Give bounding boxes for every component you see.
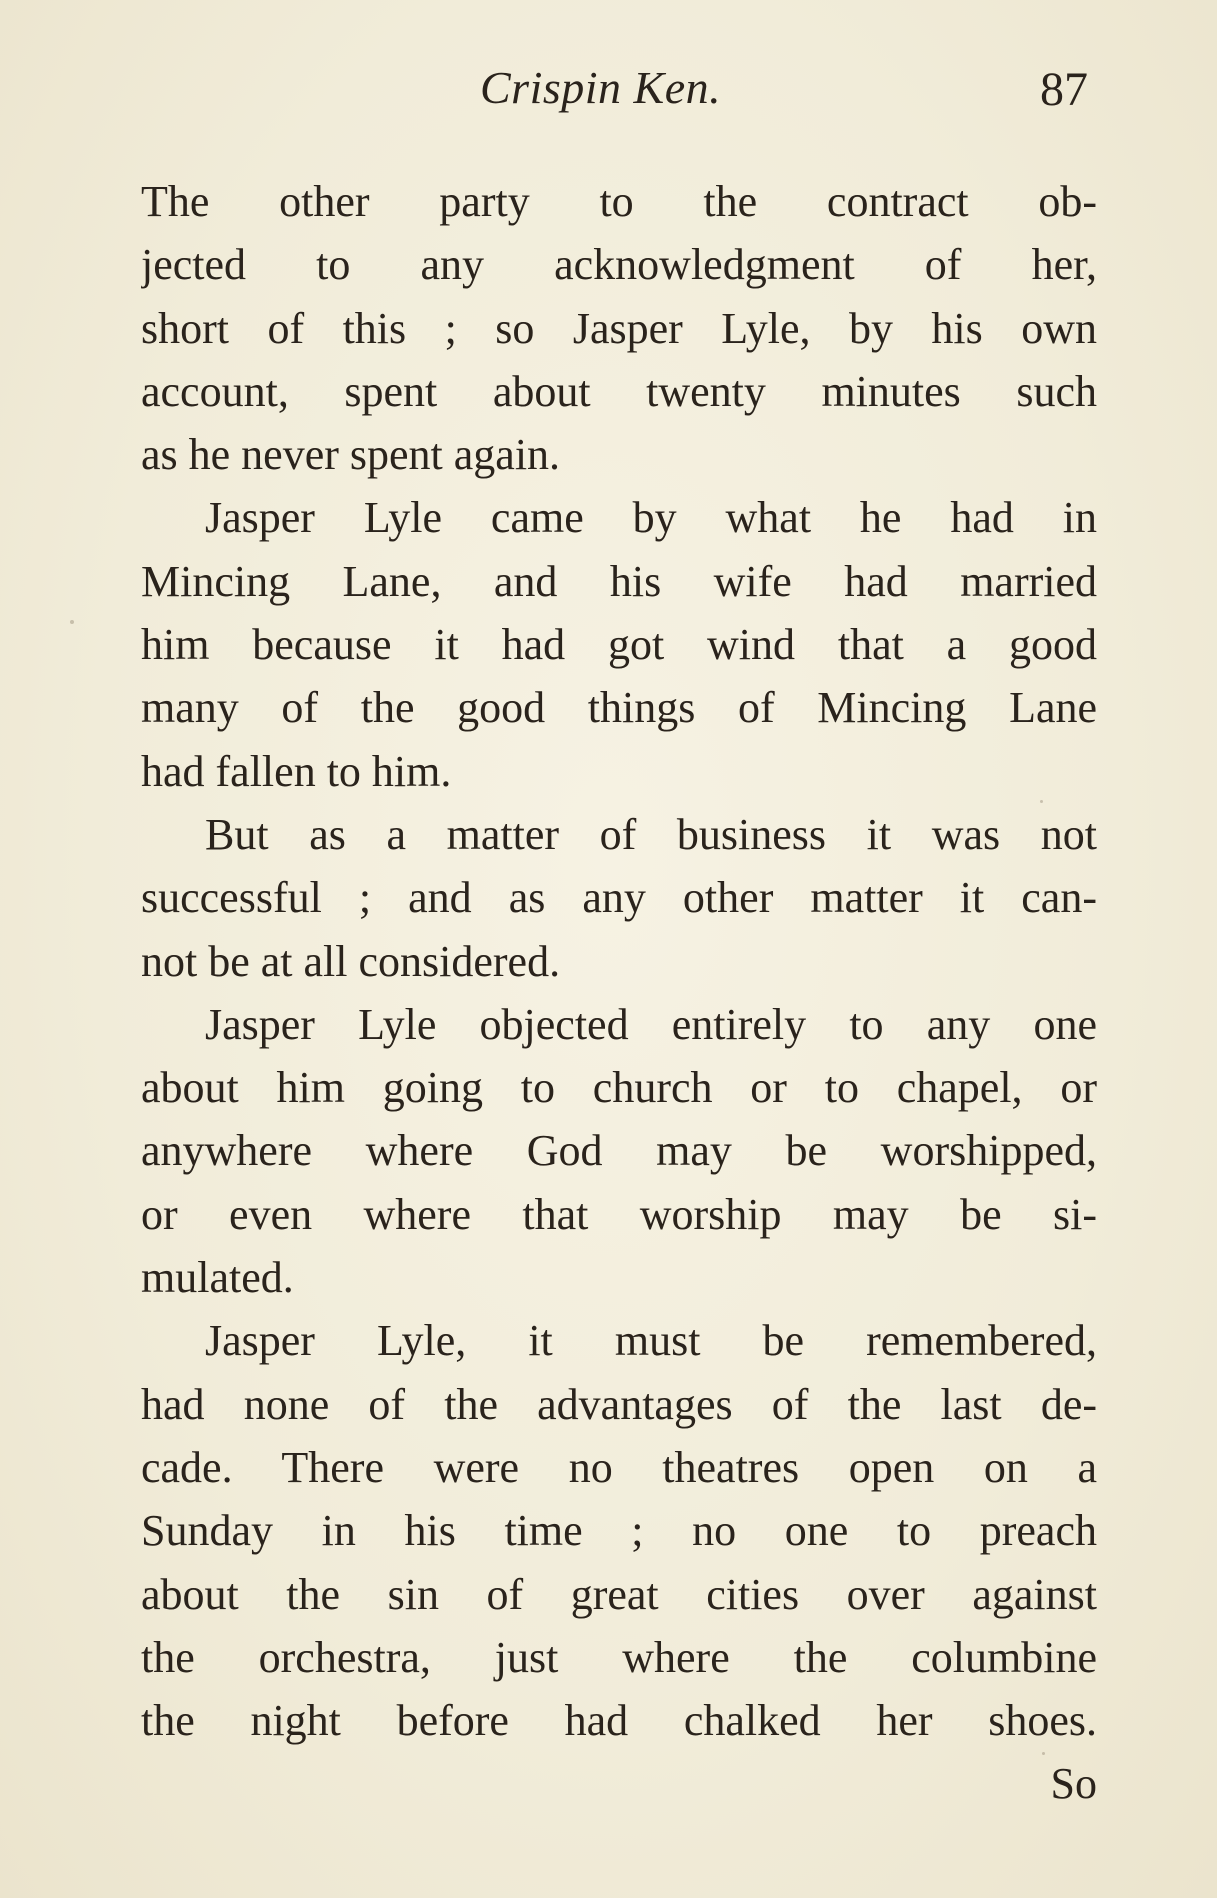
text-line: about him going to church or to chapel, or [141,1063,1097,1113]
paper-speck [1042,1752,1045,1755]
text-line: or even where that worship may be si- [141,1189,1097,1239]
text-line: about the sin of great cities over against [141,1569,1097,1619]
text-line: the night before had chalked her shoes. [141,1696,1097,1746]
text-line: jected to any acknowledgment of her, [141,240,1097,290]
text-line: short of this ; so Jasper Lyle, by his own [141,303,1097,353]
text-line: account, spent about twenty minutes such [141,366,1097,416]
body-text [141,170,1097,1816]
text-line: the orchestra, just where the columbine [141,1632,1097,1682]
text-line: had fallen to him. [141,746,452,796]
text-line: successful ; and as any other matter it can- [141,873,1097,923]
text-line: as he never spent again. [141,430,561,480]
catchword: So [1050,1759,1097,1809]
paper-speck [70,620,74,624]
text-line: many of the good things of Mincing Lane [141,683,1097,733]
text-line: cade. There were no theatres open on a [141,1442,1097,1492]
text-line: Mincing Lane, and his wife had married [141,556,1097,606]
paper-speck [1040,800,1043,803]
text-line: not be at all considered. [141,936,561,986]
text-line: mulated. [141,1253,294,1303]
text-line: him because it had got wind that a good [141,620,1097,670]
page-number: 87 [1040,63,1088,116]
text-line: The other party to the contract ob- [141,177,1097,226]
text-line: had none of the advantages of the last de- [141,1379,1097,1429]
paragraph-first-line: But as a matter of business it was not [205,809,1097,859]
running-title: Crispin Ken. [480,62,722,113]
paragraph-first-line: Jasper Lyle objected entirely to any one [205,999,1097,1049]
paragraph-first-line: Jasper Lyle, it must be remembered, [205,1316,1097,1366]
paragraph-first-line: Jasper Lyle came by what he had in [205,493,1097,543]
running-head [0,58,1217,118]
text-line: Sunday in his time ; no one to preach [141,1506,1097,1556]
text-line: anywhere where God may be worshipped, [141,1126,1097,1176]
